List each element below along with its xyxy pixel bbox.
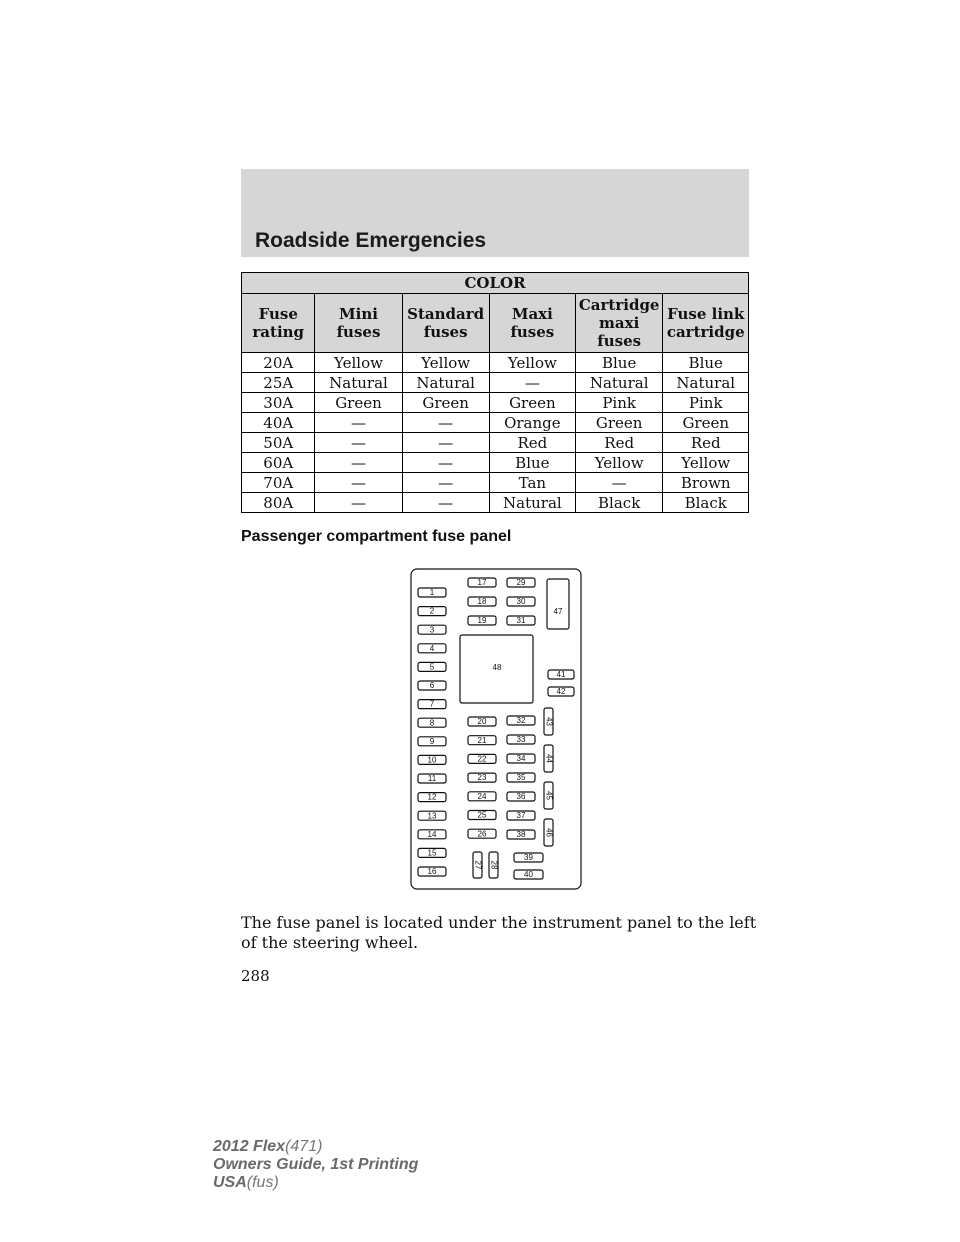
fuse-rating-cell: 20A: [242, 353, 315, 373]
color-cell: Yellow: [402, 353, 489, 373]
color-cell: Natural: [402, 373, 489, 393]
fuse-number: 15: [427, 848, 437, 858]
table-row: [242, 373, 749, 393]
column-header: [402, 294, 489, 353]
color-cell: Brown: [663, 473, 749, 493]
fuse-rating-cell: 25A: [242, 373, 315, 393]
fuse-number: 23: [477, 773, 487, 783]
fuse-number: 4: [429, 643, 435, 653]
fuse-rating-cell: 30A: [242, 393, 315, 413]
table-row: [242, 413, 749, 433]
color-cell: Black: [663, 493, 749, 513]
fuse-number: 19: [477, 616, 487, 626]
color-cell: Tan: [489, 473, 575, 493]
table-row: [242, 453, 749, 473]
fuse-number: 46: [544, 828, 554, 837]
column-header: [242, 294, 315, 353]
fuse-number: 16: [427, 867, 437, 877]
fuse-number: 42: [556, 687, 566, 697]
footer-market-code: (fus): [246, 1174, 279, 1191]
fuse-number: 11: [427, 774, 437, 784]
fuse-rating-cell: 50A: [242, 433, 315, 453]
body-paragraph: The fuse panel is located under the instrument panel to the left of the steering wheel.: [241, 913, 757, 952]
fuse-number: 28: [489, 860, 499, 870]
fuse-number: 32: [516, 716, 526, 726]
table-body: [242, 353, 749, 513]
color-cell: Red: [663, 433, 749, 453]
table-row: [242, 493, 749, 513]
fuse-number: 45: [544, 791, 554, 800]
color-cell: —: [402, 413, 489, 433]
fuse-number: 18: [477, 597, 487, 607]
fuse-number: 25: [477, 810, 487, 820]
color-cell: Blue: [489, 453, 575, 473]
fuse-number: 21: [477, 735, 487, 745]
fuse-number: 35: [516, 773, 526, 783]
column-header-line: fuses: [597, 332, 642, 350]
color-cell: —: [489, 373, 575, 393]
fuse-number: 33: [516, 735, 526, 745]
fuse-rating-cell: 40A: [242, 413, 315, 433]
color-cell: Black: [575, 493, 663, 513]
color-cell: Yellow: [663, 453, 749, 473]
fuse-number: 22: [477, 754, 487, 764]
color-cell: —: [315, 473, 402, 493]
column-header-line: fuses: [510, 323, 555, 341]
table-row: [242, 433, 749, 453]
color-cell: Orange: [489, 413, 575, 433]
color-cell: Natural: [663, 373, 749, 393]
color-cell: Red: [575, 433, 663, 453]
color-cell: —: [402, 493, 489, 513]
color-cell: —: [575, 473, 663, 493]
fuse-number: 38: [516, 830, 526, 840]
fuse-number: 13: [427, 811, 437, 821]
footer-model: 2012 Flex: [213, 1138, 286, 1155]
column-header-line: Fuse link: [667, 305, 745, 323]
fuse-panel-diagram: [410, 568, 582, 890]
column-header-line: maxi: [599, 314, 640, 332]
color-cell: —: [402, 473, 489, 493]
column-header: [575, 294, 663, 353]
color-cell: Yellow: [489, 353, 575, 373]
color-cell: —: [402, 453, 489, 473]
footer-model-code: (471): [285, 1138, 323, 1155]
table-column-headers: [242, 294, 749, 353]
page-number: 288: [241, 967, 270, 985]
relay-number: 48: [492, 663, 502, 673]
fuse-number: 36: [516, 792, 526, 802]
color-cell: —: [315, 453, 402, 473]
column-header: [489, 294, 575, 353]
fuse-number: 34: [516, 754, 526, 764]
column-header-line: rating: [252, 323, 305, 341]
fuse-number: 12: [427, 792, 437, 802]
fuse-number: 24: [477, 791, 487, 801]
fuse-number: 9: [429, 736, 435, 746]
fuse-number: 8: [429, 718, 435, 728]
fuse-number: 17: [477, 578, 487, 588]
fuse-number: 6: [429, 681, 435, 691]
fuse-number: 43: [544, 717, 554, 726]
column-header-line: fuses: [423, 323, 468, 341]
color-cell: —: [315, 493, 402, 513]
color-cell: Green: [575, 413, 663, 433]
color-cell: —: [315, 413, 402, 433]
fuse-number: 2: [429, 606, 435, 616]
diagram-caption: Passenger compartment fuse panel: [241, 528, 512, 545]
fuse-number: 40: [524, 870, 533, 880]
fuse-number: 29: [516, 578, 526, 588]
fuse-number: 7: [429, 699, 435, 709]
column-header-line: Cartridge: [578, 296, 660, 314]
color-cell: Natural: [489, 493, 575, 513]
fuse-number: 14: [427, 829, 437, 839]
fuse-number: 5: [429, 662, 435, 672]
color-cell: Green: [663, 413, 749, 433]
column-header: [663, 294, 749, 353]
color-cell: Red: [489, 433, 575, 453]
section-title: Roadside Emergencies: [255, 229, 487, 252]
fuse-number: 10: [427, 755, 437, 765]
fuse-number: 20: [477, 717, 487, 727]
color-cell: Blue: [575, 353, 663, 373]
column-header-line: Standard: [407, 305, 485, 323]
table-row: [242, 353, 749, 373]
color-cell: Blue: [663, 353, 749, 373]
print-footer: [213, 1138, 418, 1192]
table-row: [242, 473, 749, 493]
column-header-line: Fuse: [258, 305, 298, 323]
fuse-number: 30: [516, 597, 526, 607]
fuse-number: 41: [556, 670, 566, 680]
fuse-number: 27: [473, 860, 483, 870]
color-cell: Yellow: [315, 353, 402, 373]
table-group-header: COLOR: [242, 273, 749, 294]
column-header-line: Mini: [339, 305, 378, 323]
fuse-rating-cell: 70A: [242, 473, 315, 493]
fuse-number: 3: [429, 625, 435, 635]
color-cell: Green: [402, 393, 489, 413]
fuse-rating-cell: 80A: [242, 493, 315, 513]
relay-slot: [547, 579, 569, 629]
table-row: [242, 393, 749, 413]
column-header-line: Maxi: [511, 305, 553, 323]
fuse-number: 39: [524, 853, 533, 863]
color-cell: Natural: [315, 373, 402, 393]
color-cell: —: [315, 433, 402, 453]
column-header-line: cartridge: [666, 323, 745, 341]
fuse-number: 44: [544, 754, 554, 763]
relay-number: 47: [553, 607, 563, 617]
column-header-line: fuses: [336, 323, 381, 341]
fuse-number: 37: [516, 811, 526, 821]
color-cell: —: [402, 433, 489, 453]
fuse-rating-cell: 60A: [242, 453, 315, 473]
fuse-number: 1: [429, 588, 435, 598]
footer-guide: Owners Guide, 1st Printing: [213, 1156, 419, 1173]
column-header: [315, 294, 402, 353]
color-cell: Pink: [663, 393, 749, 413]
footer-market: USA: [213, 1174, 247, 1191]
fuse-color-table: [241, 272, 749, 513]
color-cell: Pink: [575, 393, 663, 413]
fuse-number: 31: [516, 616, 526, 626]
fuse-number: 26: [477, 829, 487, 839]
color-cell: Natural: [575, 373, 663, 393]
color-cell: Green: [489, 393, 575, 413]
color-cell: Yellow: [575, 453, 663, 473]
color-cell: Green: [315, 393, 402, 413]
